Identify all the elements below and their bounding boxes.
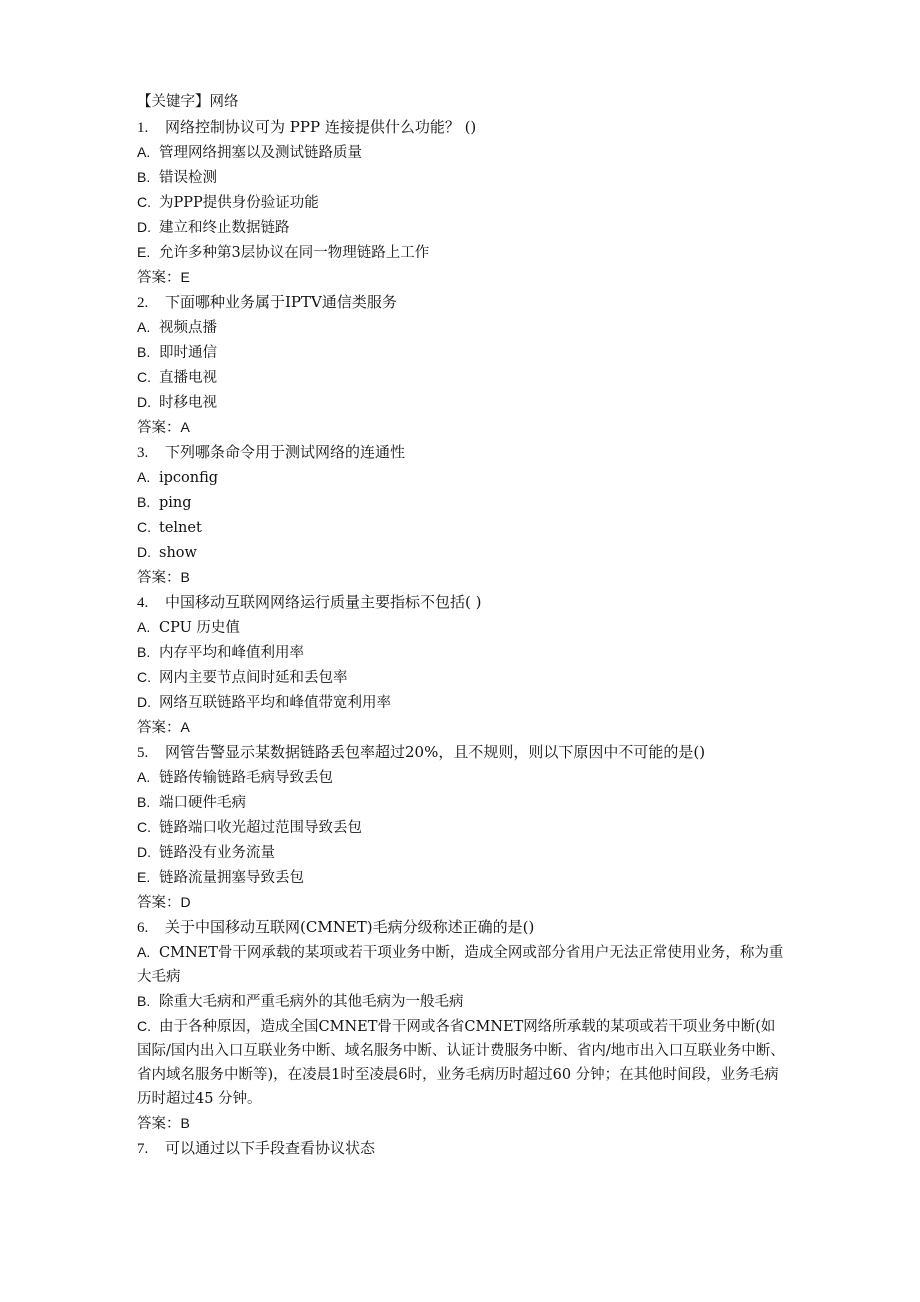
question-item [137,289,787,439]
question-item [137,914,787,1135]
question-item [137,589,787,739]
option-item [137,989,787,1014]
question-text [137,589,787,615]
option-text: 网络互联链路平均和峰值带宽利用率 [159,695,391,711]
option-letter: A. [137,769,151,785]
answer-label: 答案： [137,270,181,286]
option-item [137,140,787,165]
answer-value: B [180,569,190,585]
answer-label: 答案： [137,570,181,586]
question-number: 4. [137,595,149,611]
option-item [137,315,787,340]
option-letter: B. [137,169,151,185]
option-letter: B. [137,494,151,510]
question-text [137,914,787,940]
answer-label: 答案： [137,1116,181,1132]
option-letter: C. [137,194,151,210]
answer-line [137,415,787,439]
option-letter: A. [137,944,151,960]
option-text: 链路端口收光超过范围导致丢包 [159,820,362,836]
answer-label: 答案： [137,895,181,911]
option-text: show [159,545,197,561]
option-text: 时移电视 [159,395,217,411]
option-item [137,165,787,190]
answer-line [137,565,787,589]
option-text: 允许多种第3层协议在同一物理链路上工作 [159,245,430,261]
option-item [137,615,787,640]
question-text [137,289,787,315]
option-text: telnet [159,520,202,536]
option-letter: A. [137,144,151,160]
question-text [137,1135,787,1161]
option-item [137,365,787,390]
option-letter: A. [137,319,151,335]
option-item [137,640,787,665]
question-stem: 关于中国移动互联网(CMNET)毛病分级称述正确的是() [165,918,535,936]
option-letter: C. [137,669,151,685]
document-page [137,90,787,1161]
question-item [137,1135,787,1161]
option-item [137,240,787,265]
question-text [137,439,787,465]
option-text: 链路没有业务流量 [159,845,275,861]
question-item [137,439,787,589]
option-text: ping [159,495,192,511]
option-item [137,190,787,215]
question-number: 7. [137,1141,149,1157]
question-stem: 下面哪种业务属于IPTV通信类服务 [165,293,397,311]
question-item [137,739,787,914]
option-text: 视频点播 [159,320,217,336]
option-letter: A. [137,469,151,485]
option-text: CMNET骨干网承载的某项或若干项业务中断，造成全网或部分省用户无法正常使用业务，称为重大毛病 [137,945,784,985]
answer-line [137,265,787,289]
option-item [137,515,787,540]
option-text: CPU 历史值 [159,620,240,636]
question-item [137,114,787,289]
question-text [137,114,787,140]
option-text: 网内主要节点间时延和丢包率 [159,670,348,686]
question-number: 2. [137,295,149,311]
option-text: 内存平均和峰值利用率 [159,645,304,661]
option-letter: A. [137,619,151,635]
option-item [137,1014,787,1111]
question-stem: 下列哪条命令用于测试网络的连通性 [165,443,406,461]
answer-line [137,1111,787,1135]
option-item [137,865,787,890]
option-letter: D. [137,394,151,410]
option-item [137,340,787,365]
option-letter: B. [137,344,151,360]
option-letter: B. [137,993,151,1009]
option-text: 除重大毛病和严重毛病外的其他毛病为一般毛病 [159,994,464,1010]
answer-value: A [180,419,190,435]
option-item [137,765,787,790]
answer-label: 答案： [137,420,181,436]
question-number: 6. [137,920,149,936]
option-text: 链路流量拥塞导致丢包 [159,870,304,886]
option-item [137,840,787,865]
option-text: 即时通信 [159,345,217,361]
answer-value: A [180,719,190,735]
option-letter: D. [137,219,151,235]
option-item [137,815,787,840]
option-letter: C. [137,819,151,835]
option-letter: C. [137,369,151,385]
question-stem: 中国移动互联网网络运行质量主要指标不包括( ) [165,593,482,611]
option-text: 链路传输链路毛病导致丢包 [159,770,333,786]
question-list [137,114,787,1161]
question-text [137,739,787,765]
keyword-line: 【关键字】网络 [137,94,239,110]
question-stem: 网管告警显示某数据链路丢包率超过20%，且不规则，则以下原因中不可能的是() [165,743,706,761]
question-stem: 可以通过以下手段查看协议状态 [165,1139,376,1157]
option-item [137,690,787,715]
option-item [137,665,787,690]
option-letter: B. [137,794,151,810]
option-letter: C. [137,1018,151,1034]
answer-label: 答案： [137,720,181,736]
option-text: 端口硬件毛病 [159,795,246,811]
option-item [137,465,787,490]
option-text: 管理网络拥塞以及测试链路质量 [159,145,362,161]
option-letter: C. [137,519,151,535]
option-letter: B. [137,644,151,660]
answer-value: B [180,1115,190,1131]
option-item [137,490,787,515]
option-text: 错误检测 [159,170,217,186]
option-item [137,390,787,415]
option-item [137,790,787,815]
question-number: 3. [137,445,149,461]
option-text: 为PPP提供身份验证功能 [159,195,319,211]
question-number: 1. [137,120,149,136]
answer-value: D [180,894,191,910]
option-letter: E. [137,869,151,885]
option-letter: D. [137,544,151,560]
option-item [137,540,787,565]
answer-line [137,890,787,914]
question-number: 5. [137,745,149,761]
question-stem: 网络控制协议可为 PPP 连接提供什么功能？ () [165,118,477,136]
option-letter: D. [137,694,151,710]
option-item [137,940,787,989]
answer-line [137,715,787,739]
option-letter: E. [137,244,151,260]
option-item [137,215,787,240]
option-letter: D. [137,844,151,860]
answer-value: E [180,269,190,285]
option-text: 由于各种原因，造成全国CMNET骨干网或各省CMNET网络所承载的某项或若干项业务中断(如国际/国内出入口互联业务中断、域名服务中断、认证计费服务中断、省内/地市出入口互联业务中断、省内域名服务中断等)，在凌晨1时至凌晨6时，业务毛病历时超过60 分钟；在其他时间段，业务毛病历时超过45 分钟。 [137,1019,785,1107]
option-text: 建立和终止数据链路 [159,220,290,236]
option-text: 直播电视 [159,370,217,386]
option-text: ipconfig [159,470,219,486]
